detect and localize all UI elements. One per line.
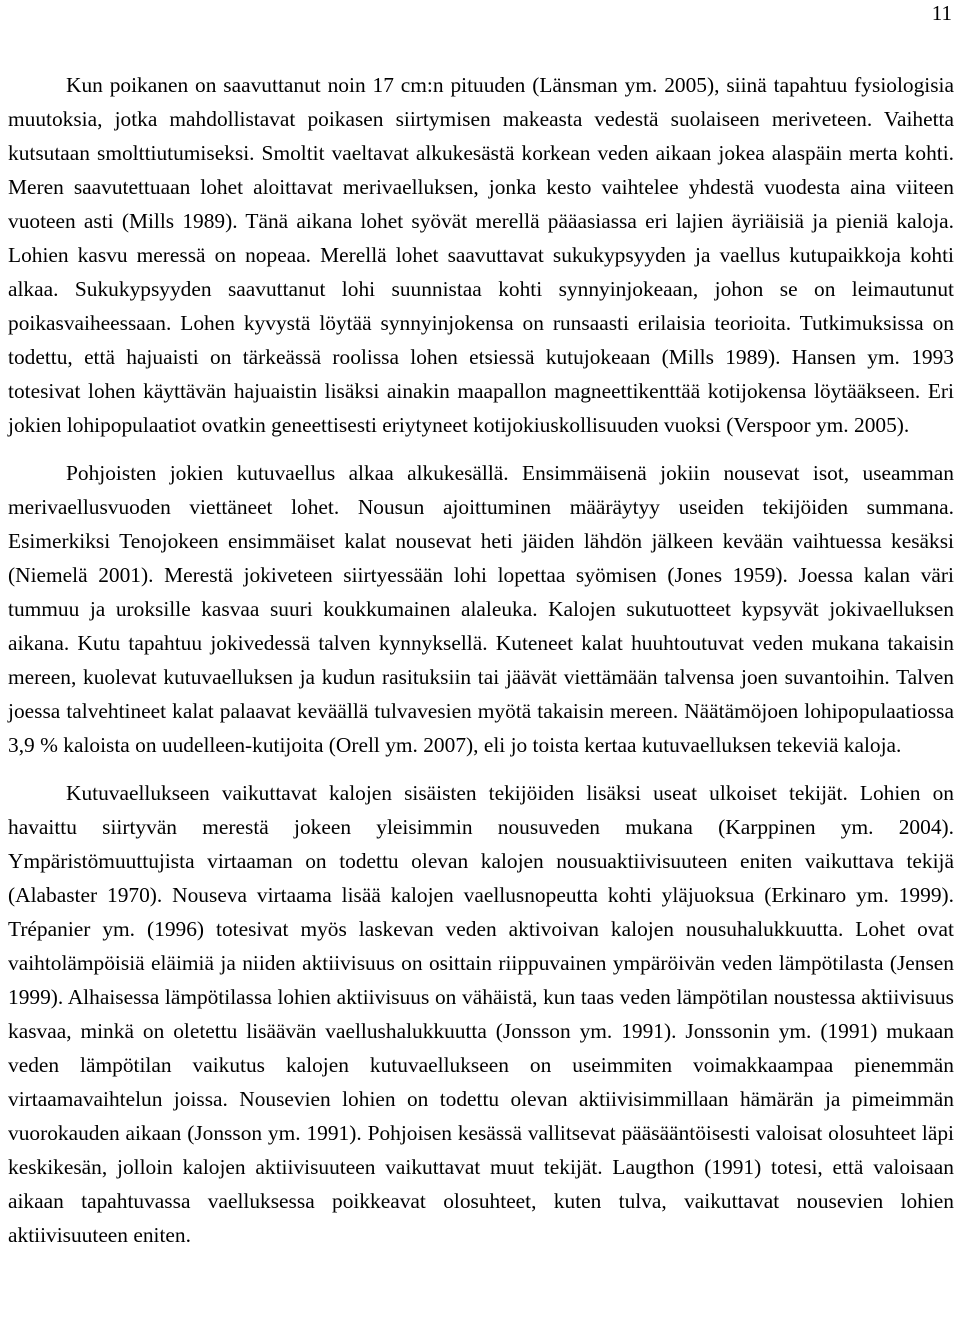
paragraph-spawning-migration: Pohjoisten jokien kutuvaellus alkaa alkukesällä. Ensimmäisenä jokiin nousevat isot, useamman merivaellusvuoden viettäneet lohet. Nousun ajoittuminen määräytyy useiden tekijöiden summana. Esimerkiksi Tenojokeen ensimmäiset kalat nousevat heti jäiden lähdön jälkeen kevään vaihtuessa kesäksi (Niemelä 2001). Merestä jokiveteen siirtyessään lohi lopettaa syömisen (Jones 1959). Joessa kalan väri tummuu ja uroksille kasvaa suuri koukkumainen alaleuka. Kalojen sukutuotteet kypsyvät jokivaelluksen aikana. Kutu tapahtuu jokivedessä talven kynnyksellä. Kuteneet kalat huuhtoutuvat veden mukana takaisin mereen, kuolevat kutuvaelluksen ja kudun rasituksiin tai jäävät viettämään talvensa joen suvantoihin. Talven joessa talvehtineet kalat palaavat keväällä tulvavesien myötä takaisin mereen. Näätämöjoen lohipopulaatiossa 3,9 % kaloista on uudelleen-kutijoita (Orell ym. 2007), eli jo toista kertaa kutuvaelluksen tekeviä kaloja. xyxy=(8,461,954,757)
body-text xyxy=(8,68,954,1252)
paragraph-external-factors: Kutuvaellukseen vaikuttavat kalojen sisäisten tekijöiden lisäksi useat ulkoiset tekijät. Lohien on havaittu siirtyvän merestä jokeen yleisimmin nousuveden mukana (Karppinen ym. 2004). Ympäristömuuttujista virtaaman on todettu olevan kalojen nousuaktiivisuuteen eniten vaikuttava tekijä (Alabaster 1970). Nouseva virtaama lisää kalojen vaellusnopeutta kohti yläjuoksua (Erkinaro ym. 1999). Trépanier ym. (1996) totesivat myös laskevan veden aktivoivan kalojen nousuhalukkuutta. Lohet ovat vaihtolämpöisiä eläimiä ja niiden aktiivisuus on osittain riippuvainen ympäröivän veden lämpötilasta (Jensen 1999). Alhaisessa lämpötilassa lohien aktiivisuus on vähäistä, kun taas veden lämpötilan noustessa aktiivisuus kasvaa, minkä on oletettu lisäävän vaellushalukkuutta (Jonsson ym. 1991). Jonssonin ym. (1991) mukaan veden lämpötilan vaikutus kalojen kutuvaellukseen on useimmiten voimakkaampaa pienemmän virtaamavaihtelun joissa. Nousevien lohien on todettu olevan aktiivisimmillaan hämärän ja pimeimmän vuorokauden aikaan (Jonsson ym. 1991). Pohjoisen kesässä vallitsevat pääsääntöisesti valoisat olosuhteet läpi keskikesän, jolloin kalojen aktiivisuuteen vaikuttavat muut tekijät. Laugthon (1991) totesi, että valoisaan aikaan tapahtuvassa vaelluksessa poikkeavat olosuhteet, kuten tulva, vaikuttavat nousevien lohien aktiivisuuteen eniten. xyxy=(8,781,954,1247)
page-number: 11 xyxy=(931,1,952,25)
paragraph-smolt-migration: Kun poikanen on saavuttanut noin 17 cm:n pituuden (Länsman ym. 2005), siinä tapahtuu fysiologisia muutoksia, jotka mahdollistavat poikasen siirtymisen makeasta vedestä suolaiseen meriveteen. Vaihetta kutsutaan smolttiutumiseksi. Smoltit vaeltavat alkukesästä korkean veden aikaan jokea alaspäin merta kohti. Meren saavutettuaan lohet aloittavat merivaelluksen, jonka kesto vaihtelee yhdestä vuodesta aina viiteen vuoteen asti (Mills 1989). Tänä aikana lohet syövät merellä pääasiassa eri lajien äyriäisiä ja pieniä kaloja. Lohien kasvu meressä on nopeaa. Merellä lohet saavuttavat sukukypsyyden ja vaellus kutupaikkoja kohti alkaa. Sukukypsyyden saavuttanut lohi suunnistaa kohti synnyinjokeaan, johon se on leimautunut poikasvaiheessaan. Lohen kyvystä löytää synnyinjokensa on runsaasti erilaisia teorioita. Tutkimuksissa on todettu, että hajuaisti on tärkeässä roolissa lohen etsiessä kutujokeaan (Mills 1989). Hansen ym. 1993 totesivat lohen käyttävän hajuaistin lisäksi ainakin maapallon magneettikenttää kotijokensa löytääkseen. Eri jokien lohipopulaatiot ovatkin geneettisesti eriytyneet kotijokiuskollisuuden vuoksi (Verspoor ym. 2005). xyxy=(8,73,954,437)
